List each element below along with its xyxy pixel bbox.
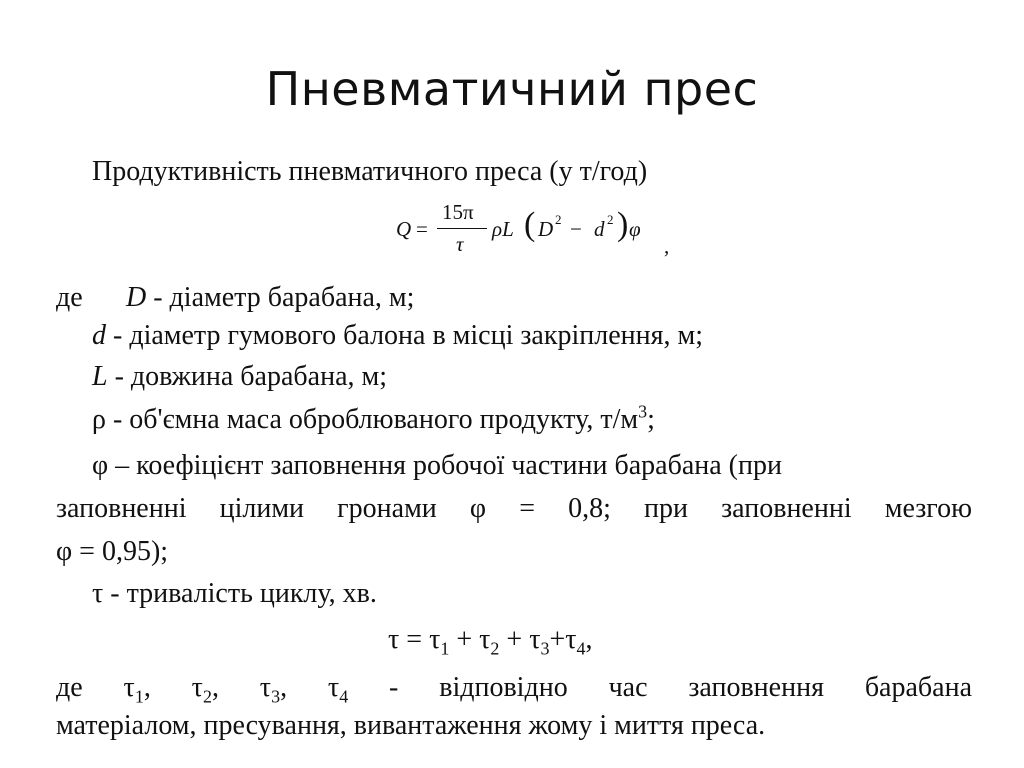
formula-rho-l: ρL bbox=[492, 217, 514, 241]
formula-comma: , bbox=[664, 234, 670, 258]
formula-d-small-exp: 2 bbox=[607, 212, 614, 227]
formula-fraction-bar bbox=[437, 228, 487, 229]
def-d-small: d - діаметр гумового балона в місці закріплення, м; bbox=[92, 320, 703, 351]
formula-d-big: D bbox=[538, 217, 554, 241]
slide-title: Пневматичний прес bbox=[265, 62, 759, 116]
formula-numerator: 15π bbox=[442, 200, 474, 224]
where-label: де bbox=[56, 282, 83, 313]
tau-sum-equation: $\tau = \tau_1 + \tau_2 + \tau_3+\tau_4$, bbox=[388, 624, 593, 659]
formula-phi: φ bbox=[629, 217, 641, 241]
formula-q: Q bbox=[396, 217, 412, 241]
def-phi-line2: заповненні цілими гронами φ = 0,8; при заповненні мезгою bbox=[56, 493, 972, 524]
formula-d-big-exp: 2 bbox=[555, 212, 562, 227]
final-line1: де $\tau_1$, $\tau_2$, $\tau_3$, $\tau_4$ - відповідно час заповнення барабана bbox=[56, 672, 972, 707]
intro-text: Продуктивність пневматичного преса (у т/год) bbox=[92, 156, 648, 187]
formula-minus: − bbox=[570, 217, 582, 241]
def-l: L - довжина барабана, м; bbox=[92, 361, 387, 392]
productivity-formula bbox=[396, 200, 676, 266]
def-rho: ρ - об'ємна маса оброблюваного продукту, $т/м^3$; bbox=[92, 401, 655, 435]
final-line2: матеріалом, пресування, вивантаження жому і миття преса. bbox=[56, 710, 766, 741]
def-phi-line1: φ – коефіцієнт заповнення робочої частини барабана (при bbox=[92, 450, 782, 481]
formula-open-paren: ( bbox=[524, 206, 536, 243]
def-tau: τ - тривалість циклу, хв. bbox=[92, 578, 377, 609]
formula-d-small: d bbox=[594, 217, 605, 241]
def-phi-line3: φ = 0,95); bbox=[56, 536, 169, 567]
formula-equals: = bbox=[416, 217, 428, 241]
formula-close-paren: ) bbox=[617, 206, 629, 243]
formula-denominator: τ bbox=[456, 232, 464, 256]
def-d-big: D - діаметр барабана, м; bbox=[126, 282, 415, 313]
